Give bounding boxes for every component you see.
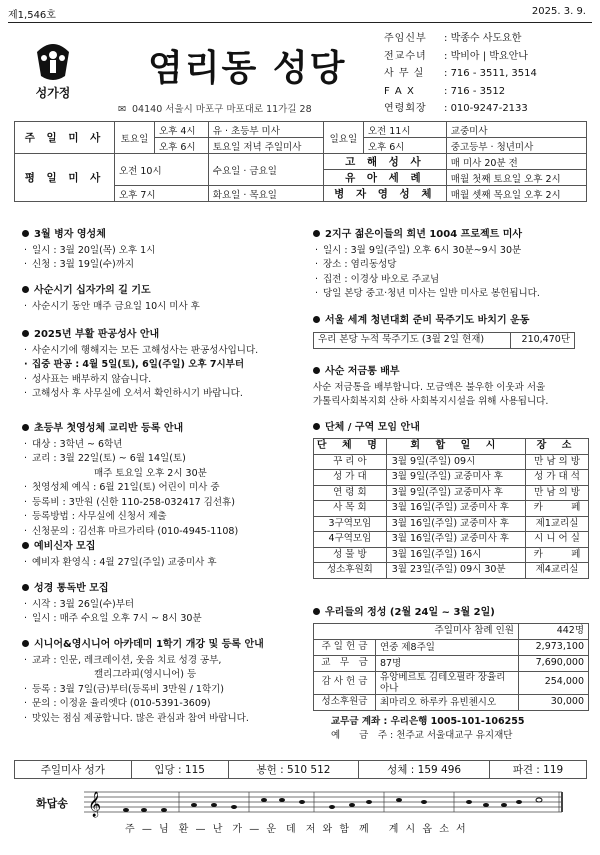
contact-row: F A X : 716 - 3512 — [384, 83, 537, 101]
contact-row: 연령회장 : 010-9247-2133 — [384, 100, 537, 118]
contact-value: 716 - 3511, 3514 — [450, 68, 537, 80]
notice-line: · 시작 : 3월 26일(수)부터 — [22, 598, 302, 613]
weekday-time-1: 오전 10시 — [115, 154, 209, 186]
notice-block — [22, 638, 302, 726]
sat-time-1: 오후 4시 — [155, 122, 209, 138]
contact-value: 010-9247-2133 — [450, 103, 528, 115]
weekday-desc-1: 수요일 · 금요일 — [208, 154, 323, 186]
youth-mass-notice: 2지구 젊은이들의 희년 1004 프로젝트 미사 · 일시 : 3월 9일(주일) 오후 6시 30분~9시 30분 · 장소 : 염리동성당 · 집전 : 이경상 바오로 주교님 · 당일 본당 중고·청년 미사는 일반 미사로 봉헌됩니다. — [313, 228, 593, 302]
notice-title: 3월 병자 영성체 — [34, 229, 106, 240]
notice-block — [22, 284, 302, 314]
infant-baptism-value: 매월 첫째 토요일 오후 2시 — [446, 170, 586, 186]
notice-line: · 등록 : 3월 7일(금)부터(등록비 3만원 / 1학기) — [22, 683, 302, 698]
notice-block — [22, 422, 302, 539]
holy-family-icon — [31, 40, 75, 82]
hymn-numbers-bar — [14, 760, 587, 779]
notice-block — [22, 582, 302, 627]
sat-time-2: 오후 6시 — [155, 138, 209, 154]
table-row: 감 사 헌 금 유앙베르토 김테오필라 장율리아나 254,000 — [314, 671, 589, 694]
notice-line: · 사순시기에 행해지는 모든 고해성사는 판공성사입니다. — [22, 344, 302, 359]
parish-logo — [18, 40, 88, 101]
table-row: 사 목 회 3월 16일(주일) 교중미사 후 카 페 — [314, 501, 589, 517]
sunday-mass-heading: 주 일 미 사 — [15, 122, 115, 154]
rosary-value: 210,470단 — [510, 332, 575, 348]
response-psalm-label: 화답송 — [36, 797, 68, 810]
notice-title: 초등부 첫영성체 교리반 등록 안내 — [34, 423, 184, 434]
hymn-entry: 입당 : 115 — [131, 761, 228, 779]
table-row: 4구역모임 3월 16일(주일) 교중미사 후 시 니 어 실 — [314, 532, 589, 548]
notice-line: · 집중 판공 : 4월 5일(토), 6일(주일) 오후 7시부터 — [22, 358, 302, 373]
hymn-dismissal: 파견 : 119 — [489, 761, 586, 779]
notice-line: · 대상 : 3학년 ~ 6학년 — [22, 438, 302, 453]
notice-title: 예비신자 모집 — [34, 541, 96, 552]
sat-desc-1: 유 · 초등부 미사 — [208, 122, 323, 138]
weekday-mass-heading: 평 일 미 사 — [15, 154, 115, 202]
header-rule — [8, 22, 592, 23]
rosary-label: 우리 본당 누적 묵주기도 (3월 2일 현재) — [314, 332, 511, 348]
offering-section: 우리들의 정성 (2월 24일 ~ 3월 2일) 주일미사 참례 인원 442명 주 일 헌 금 연중 제8주일 2,973,100 교 무 금 87명 7,690,000 감 사 헌 금 유앙베르토 김테오필라 장율리아나 254,000 성소후원금 최마리오 하루카 유빈첸시오 30,000 교무금 계좌 : 우리은행 1005-101-106255 예 금 주 : 천주교 서울대교구 유지재단 — [313, 606, 593, 744]
rosary-notice: 서울 세계 청년대회 준비 묵주기도 바치기 운동 우리 본당 누적 묵주기도 (3월 2일 현재) 210,470단 — [313, 314, 593, 349]
table-row: 성소후원회 3월 23일(주일) 09시 30분 제4교리실 — [314, 563, 589, 579]
weekday-time-2: 오후 7시 — [115, 186, 209, 202]
notice-line: · 신청문의 : 김선휴 마르가리타 (010-4945-1108) — [22, 525, 302, 540]
response-lyrics: 주 — 님 환 — 난 가 — 운 데 저 와 함 께 계 시 옵 소 서 — [125, 824, 466, 835]
contact-value: 716 - 3512 — [450, 85, 506, 97]
notice-line: · 등록비 : 3만원 (신한 110-258-032417 김선휴) — [22, 496, 302, 511]
infant-baptism-heading: 유 아 세 례 — [323, 170, 446, 186]
sunday-label: 일요일 — [323, 122, 363, 154]
notice-title: 성경 통독반 모집 — [34, 583, 109, 594]
table-row: 꾸 리 아 3월 9일(주일) 09시 만 남 의 방 — [314, 454, 589, 470]
table-row: 성소후원금 최마리오 하루카 유빈첸시오 30,000 — [314, 694, 589, 710]
notice-line: 매주 토요일 오후 2시 30분 — [94, 467, 207, 479]
notice-line: · 일시 : 매주 수요일 오후 7시 ~ 8시 30분 — [22, 612, 302, 627]
notice-line: · 교과 : 인문, 레크레이션, 웃음 치료 성경 공부, — [22, 654, 302, 669]
account-info: 교무금 계좌 : 우리은행 1005-101-106255 — [331, 715, 525, 727]
notice-line: · 일시 : 3월 20일(목) 오후 1시 — [22, 244, 302, 259]
table-row: 연 령 회 3월 9일(주일) 교중미사 후 만 남 의 방 — [314, 485, 589, 501]
notice-title: 사순시기 십자가의 길 기도 — [34, 285, 151, 296]
hymn-communion: 성체 : 159 496 — [359, 761, 490, 779]
sun-desc-1: 교중미사 — [446, 122, 586, 138]
contact-row: 사 무 실 : 716 - 3511, 3514 — [384, 65, 537, 83]
notice-line: · 예비자 환영식 : 4월 27일(주일) 교중미사 후 — [22, 556, 302, 571]
table-row: 성 물 방 3월 16일(주일) 16시 카 페 — [314, 547, 589, 563]
issue-number: 제1,546호 — [8, 10, 56, 21]
logo-text: 성가정 — [35, 86, 71, 100]
offering-table — [313, 623, 589, 711]
hymn-offertory: 봉헌 : 510 512 — [228, 761, 359, 779]
confession-heading: 고 해 성 사 — [323, 154, 446, 170]
notice-line: · 고해성사 후 사무실에 오셔서 확인하시기 바랍니다. — [22, 387, 302, 402]
music-staff — [14, 786, 587, 820]
sun-time-1: 오전 11시 — [363, 122, 446, 138]
confession-value: 매 미사 20분 전 — [446, 154, 586, 170]
notice-block — [22, 328, 302, 402]
notice-line: · 맛있는 점심 제공합니다. 많은 관심과 참여 바랍니다. — [22, 712, 302, 727]
notice-line: · 문의 : 이정윤 율리엣다 (010-5391-3609) — [22, 697, 302, 712]
sun-desc-2: 중고등부 · 청년미사 — [446, 138, 586, 154]
mass-schedule-table — [14, 121, 587, 202]
weekday-desc-2: 화요일 · 목요일 — [208, 186, 323, 202]
contact-value: 박비아 | 박요안나 — [450, 50, 528, 62]
contact-row: 주임신부 : 박종수 사도요한 — [384, 30, 537, 48]
sat-desc-2: 토요일 저녁 주일미사 — [208, 138, 323, 154]
notice-line: 캘리그라피(영시니어) 등 — [94, 669, 197, 680]
sick-communion-heading: 병 자 영 성 체 — [323, 186, 446, 202]
table-row: 성 가 대 3월 9일(주일) 교중미사 후 성 가 대 석 — [314, 470, 589, 486]
lent-box-notice: 사순 저금통 배부 사순 저금통을 배부합니다. 모금액은 불우한 이웃과 서울 가톨릭사회복지회 산하 사회복지시설을 위해 사용됩니다. — [313, 366, 549, 407]
contact-label: 연령회장 — [384, 103, 427, 115]
saturday-label: 토요일 — [115, 122, 155, 154]
svg-text:𝄞: 𝄞 — [88, 792, 102, 817]
notice-line: · 등록방법 : 사무실에 신청서 제출 — [22, 510, 302, 525]
table-row: 교 무 금 87명 7,690,000 — [314, 655, 589, 671]
notice-block — [22, 540, 302, 570]
sun-time-2: 오후 6시 — [363, 138, 446, 154]
issue-date: 2025. 3. 9. — [531, 6, 586, 17]
contact-row: 전교수녀 : 박비아 | 박요안나 — [384, 48, 537, 66]
notice-line: · 성사표는 배부하지 않습니다. — [22, 373, 302, 388]
attendance-label: 주일미사 참례 인원 — [314, 623, 519, 639]
sick-communion-value: 매월 셋째 목요일 오후 2시 — [446, 186, 586, 202]
parish-title: 염리동 성당 — [148, 47, 347, 89]
notice-title: 2025년 부활 판공성사 안내 — [34, 329, 160, 340]
contact-label: 전교수녀 — [384, 50, 427, 62]
table-row: 주 일 헌 금 연중 제8주일 2,973,100 — [314, 639, 589, 655]
contact-label: 주임신부 — [384, 33, 427, 44]
notice-line: · 사순시기 동안 매주 금요일 10시 미사 후 — [22, 300, 302, 315]
hymn-label: 주일미사 성가 — [15, 761, 132, 779]
contact-label: F A X — [384, 85, 415, 97]
notice-block — [22, 228, 302, 273]
group-meetings: 단체 / 구역 모임 안내 단 체 명 회 합 일 시 장 소 꾸 리 아 3월 9일(주일) 09시 만 남 의 방 성 가 대 3월 9일(주일) 교중미사 후 성 가 대 석 연 령 회 3월 9일(주일) 교중미사 후 만 남 의 방 사 목 회 3월 16일(주일) 교중미사 후 카 페 3구역모임 3월 16일(주일) 교중미사 후 제1교리실 4구역모임 3월 16일(주일) 교중미사 후 시 니 어 실 성 물 방 3월 16일(주일) 16시 카 페 성소후원회 3월 23일(주일) 09시 30분 제4교리실 — [313, 421, 593, 579]
group-meetings-table: 단 체 명 회 합 일 시 장 소 꾸 리 아 3월 9일(주일) 09시 만 남 의 방 성 가 대 3월 9일(주일) 교중미사 후 성 가 대 석 연 령 회 3월 9일(주일) 교중미사 후 만 남 의 방 사 목 회 3월 16일(주일) 교중미사 후 카 페 3구역모임 3월 16일(주일) 교중미사 후 제1교리실 4구역모임 3월 16일(주일) 교중미사 후 시 니 어 실 성 물 방 3월 16일(주일) 16시 카 페 성소후원회 3월 23일(주일) 09시 30분 제4교리실 — [313, 438, 589, 579]
notice-title: 시니어&영시니어 아카데미 1학기 개강 및 등록 안내 — [34, 639, 264, 650]
notice-line: · 교리 : 3월 22일(토) ~ 6월 14일(토) — [22, 452, 302, 467]
contact-label: 사 무 실 — [384, 68, 425, 80]
notice-line: · 신청 : 3월 19일(수)까지 — [22, 258, 302, 273]
contact-list — [384, 30, 537, 118]
mail-icon: ✉ — [118, 104, 126, 115]
attendance-value: 442명 — [519, 623, 589, 639]
notice-line: · 첫영성체 예식 : 6월 21일(토) 어린이 미사 중 — [22, 481, 302, 496]
account-holder: 예 금 주 : 천주교 서울대교구 유지재단 — [331, 730, 513, 741]
contact-value: 박종수 사도요한 — [450, 33, 522, 44]
table-row: 3구역모임 3월 16일(주일) 교중미사 후 제1교리실 — [314, 516, 589, 532]
address: ✉ 04140 서울시 마포구 마포대로 11가길 28 — [118, 104, 312, 115]
